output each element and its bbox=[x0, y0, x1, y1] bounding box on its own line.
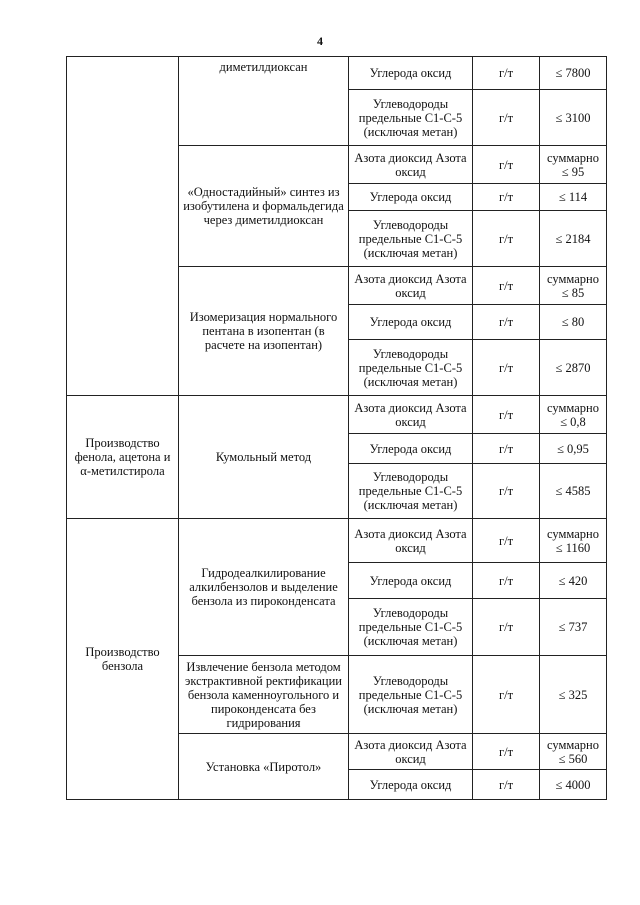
emissions-table-body bbox=[67, 57, 607, 800]
norm-value: ≤ 114 bbox=[558, 190, 588, 204]
pollutant-cell: Азота диоксид Азота оксид bbox=[349, 267, 473, 305]
unit-cell: г/т bbox=[473, 599, 540, 656]
norm-value: ≤ 7800 bbox=[555, 66, 591, 80]
unit-cell: г/т bbox=[473, 519, 540, 563]
norm-value: ≤ 2184 bbox=[555, 231, 591, 246]
pollutant-cell: Углеводороды предельные С1-С-5 (исключая метан) bbox=[349, 599, 473, 656]
unit-cell: г/т bbox=[473, 211, 540, 267]
norm-value: ≤ 2870 bbox=[555, 360, 591, 375]
norm-value: ≤ 4000 bbox=[555, 777, 591, 792]
production-cell: Производство бензола bbox=[67, 519, 179, 800]
unit-cell: г/т bbox=[473, 184, 540, 211]
table-row bbox=[67, 57, 607, 90]
norm-cell bbox=[540, 57, 607, 90]
unit-cell: г/т bbox=[473, 267, 540, 305]
pollutant-cell: Азота диоксид Азота оксид bbox=[349, 734, 473, 770]
unit-cell: г/т bbox=[473, 396, 540, 434]
norm-cell bbox=[540, 267, 607, 305]
unit-cell: г/т bbox=[473, 656, 540, 734]
pollutant-cell: Углерода оксид bbox=[349, 434, 473, 464]
norm-prefix: суммарно bbox=[547, 150, 599, 165]
pollutant-cell: Азота диоксид Азота оксид bbox=[349, 396, 473, 434]
pollutant-cell: Углерода оксид bbox=[349, 770, 473, 800]
pollutant-cell: Углерода оксид bbox=[349, 563, 473, 599]
unit-cell: г/т bbox=[473, 563, 540, 599]
pollutant-cell: Углеводороды предельные С1-С-5 (исключая метан) bbox=[349, 90, 473, 146]
norm-cell bbox=[540, 90, 607, 146]
process-cell: Установка «Пиротол» bbox=[179, 734, 349, 800]
unit-cell: г/т bbox=[473, 340, 540, 396]
pollutant-cell: Углеводороды предельные С1-С-5 (исключая метан) bbox=[349, 211, 473, 267]
unit-cell: г/т bbox=[473, 434, 540, 464]
norm-prefix: суммарно bbox=[547, 271, 599, 286]
unit-cell: г/т bbox=[473, 464, 540, 519]
norm-value: ≤ 4585 bbox=[555, 484, 591, 498]
process-cell: Изомеризация нормального пентана в изопентан (в расчете на изопентан) bbox=[179, 267, 349, 396]
norm-prefix: суммарно bbox=[547, 526, 599, 541]
norm-cell bbox=[540, 519, 607, 563]
norm-value: ≤ 80 bbox=[561, 315, 585, 329]
process-cell: диметилдиоксан bbox=[179, 57, 349, 146]
norm-value: ≤ 3100 bbox=[555, 110, 591, 125]
pollutant-cell: Углеводороды предельные С1-С-5 (исключая метан) bbox=[349, 464, 473, 519]
norm-value: ≤ 737 bbox=[558, 620, 588, 634]
norm-cell bbox=[540, 146, 607, 184]
process-cell: Гидродеалкилирование алкилбензолов и выделение бензола из пироконденсата bbox=[179, 519, 349, 656]
unit-cell: г/т bbox=[473, 90, 540, 146]
norm-cell bbox=[540, 340, 607, 396]
norm-cell bbox=[540, 734, 607, 770]
pollutant-cell: Азота диоксид Азота оксид bbox=[349, 519, 473, 563]
norm-value: ≤ 1160 bbox=[555, 540, 591, 555]
norm-value: ≤ 95 bbox=[561, 164, 585, 179]
pollutant-cell: Углеводороды предельные С1-С-5 (исключая метан) bbox=[349, 340, 473, 396]
norm-cell bbox=[540, 656, 607, 734]
production-cell bbox=[67, 57, 179, 396]
pollutant-cell: Углерода оксид bbox=[349, 184, 473, 211]
unit-cell: г/т bbox=[473, 734, 540, 770]
pollutant-cell: Углерода оксид bbox=[349, 57, 473, 90]
norm-cell bbox=[540, 184, 607, 211]
process-cell: «Одностадийный» синтез из изобутилена и формальдегида через диметилдиоксан bbox=[179, 146, 349, 267]
norm-value: ≤ 85 bbox=[561, 285, 585, 300]
norm-cell bbox=[540, 464, 607, 519]
table-row bbox=[67, 519, 607, 563]
norm-value: ≤ 325 bbox=[558, 687, 588, 702]
norm-cell bbox=[540, 434, 607, 464]
pollutant-cell: Углеводороды предельные С1-С-5 (исключая метан) bbox=[349, 656, 473, 734]
norm-prefix: суммарно bbox=[547, 400, 599, 415]
norm-cell bbox=[540, 396, 607, 434]
unit-cell: г/т bbox=[473, 770, 540, 800]
process-cell: Извлечение бензола методом экстрактивной ректификации бензола каменноугольного и пироконденсата без гидрирования bbox=[179, 656, 349, 734]
pollutant-cell: Азота диоксид Азота оксид bbox=[349, 146, 473, 184]
norm-cell bbox=[540, 211, 607, 267]
page-number: 4 bbox=[317, 34, 323, 48]
table-row bbox=[67, 396, 607, 434]
process-cell: Кумольный метод bbox=[179, 396, 349, 519]
norm-cell bbox=[540, 305, 607, 340]
emissions-table bbox=[66, 56, 607, 800]
norm-cell bbox=[540, 563, 607, 599]
unit-cell: г/т bbox=[473, 146, 540, 184]
unit-cell: г/т bbox=[473, 305, 540, 340]
pollutant-cell: Углерода оксид bbox=[349, 305, 473, 340]
norm-cell bbox=[540, 770, 607, 800]
unit-cell: г/т bbox=[473, 57, 540, 90]
norm-value: ≤ 0,8 bbox=[560, 414, 586, 429]
norm-value: ≤ 560 bbox=[558, 751, 588, 766]
norm-value: ≤ 420 bbox=[558, 573, 588, 588]
norm-prefix: суммарно bbox=[547, 737, 599, 752]
norm-cell bbox=[540, 599, 607, 656]
norm-value: ≤ 0,95 bbox=[557, 441, 589, 456]
production-cell: Производство фенола, ацетона и α-метилстирола bbox=[67, 396, 179, 519]
